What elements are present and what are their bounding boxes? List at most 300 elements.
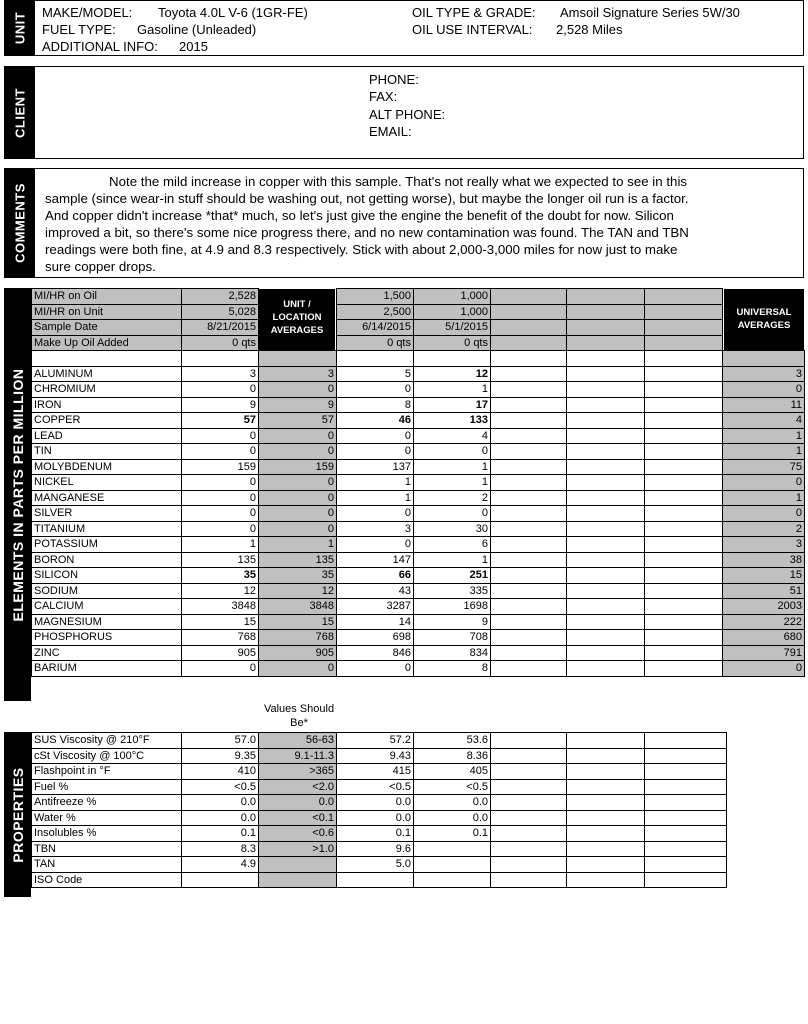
empty-sample-cell [567, 490, 645, 506]
previous-sample-value: 0.0 [337, 795, 414, 811]
previous-sample-value: 0 [337, 537, 414, 553]
element-name: IRON [32, 397, 182, 413]
older-sample-value: 9 [414, 614, 491, 630]
empty-sample-cell [491, 444, 567, 460]
universal-average-value: 3 [723, 366, 805, 382]
previous-sample-value: 0.1 [337, 826, 414, 842]
empty-sample-cell [645, 397, 723, 413]
current-sample-value: 410 [182, 764, 259, 780]
current-sample-value: 0 [182, 382, 259, 398]
empty-sample-cell [491, 872, 567, 888]
empty-sample-cell [645, 599, 723, 615]
previous-sample-value: 415 [337, 764, 414, 780]
empty-sample-cell [645, 335, 723, 351]
element-row [32, 537, 805, 553]
previous-sample-value: 6/14/2015 [337, 320, 414, 336]
universal-average-value: 2003 [723, 599, 805, 615]
current-sample-value: 8/21/2015 [182, 320, 259, 336]
current-sample-value: 2,528 [182, 289, 259, 305]
element-row [32, 397, 805, 413]
empty-sample-cell [645, 459, 723, 475]
empty-sample-cell [645, 444, 723, 460]
previous-sample-value: 1,500 [337, 289, 414, 305]
spacer-cell [259, 351, 337, 367]
current-sample-value: 1 [182, 537, 259, 553]
empty-sample-cell [645, 320, 723, 336]
empty-sample-cell [645, 733, 727, 749]
empty-sample-cell [491, 841, 567, 857]
empty-sample-cell [491, 335, 567, 351]
universal-average-value: 222 [723, 614, 805, 630]
element-row [32, 614, 805, 630]
element-row [32, 521, 805, 537]
property-name: Water % [32, 810, 182, 826]
previous-sample-value: 9.6 [337, 841, 414, 857]
unit-side-bar [5, 1, 35, 55]
empty-sample-cell [491, 413, 567, 429]
property-name: SUS Viscosity @ 210°F [32, 733, 182, 749]
client-section-label: CLIENT [12, 87, 28, 138]
empty-sample-cell [567, 428, 645, 444]
property-row [32, 795, 727, 811]
property-row [32, 764, 727, 780]
comments-text: Note the mild increase in copper with this sample. That's not really what we expected to see in this sample (since wear-in stuff should be washing out, not getting worse), but maybe the longer oil run is a factor. And copper didn't increase *that* much, so let's just give the engine the benefit of the doubt for now. Silicon improved a bit, so there's some nice progress there, and no new contamination was found. The TAN and TBN readings were both fine, at 4.9 and 8.3 respectively. Stick with about 2,000-3,000 miles for now just to make sure copper drops. [45, 174, 689, 274]
element-name: CALCIUM [32, 599, 182, 615]
empty-sample-cell [491, 645, 567, 661]
older-sample-value: 251 [414, 568, 491, 584]
current-sample-value: 35 [182, 568, 259, 584]
current-sample-value: 0.0 [182, 810, 259, 826]
current-sample-value: 0.1 [182, 826, 259, 842]
current-sample-value: 0.0 [182, 795, 259, 811]
current-sample-value: 0 [182, 475, 259, 491]
empty-sample-cell [645, 630, 723, 646]
element-row [32, 475, 805, 491]
empty-sample-cell [491, 397, 567, 413]
row-label: Sample Date [32, 320, 182, 336]
empty-sample-cell [645, 506, 723, 522]
empty-sample-cell [567, 568, 645, 584]
universal-averages-header: UNIVERSAL AVERAGES [736, 307, 792, 331]
older-sample-value: 834 [414, 645, 491, 661]
oil-type-value: Amsoil Signature Series 5W/30 [560, 5, 740, 20]
property-row [32, 841, 727, 857]
empty-sample-cell [567, 630, 645, 646]
empty-sample-cell [645, 304, 723, 320]
empty-sample-cell [491, 506, 567, 522]
empty-sample-cell [567, 537, 645, 553]
empty-sample-cell [491, 810, 567, 826]
empty-sample-cell [491, 630, 567, 646]
empty-sample-cell [567, 304, 645, 320]
universal-average-value: 15 [723, 568, 805, 584]
spacer-row [32, 351, 805, 367]
current-sample-value: 12 [182, 583, 259, 599]
empty-sample-cell [491, 428, 567, 444]
properties-table [31, 732, 727, 888]
unit-average-value: 0 [259, 475, 337, 491]
empty-sample-cell [491, 857, 567, 873]
element-row [32, 630, 805, 646]
property-name: TBN [32, 841, 182, 857]
universal-average-value: 3 [723, 537, 805, 553]
empty-sample-cell [491, 599, 567, 615]
empty-sample-cell [645, 428, 723, 444]
empty-sample-cell [491, 289, 567, 305]
empty-sample-cell [491, 459, 567, 475]
empty-sample-cell [567, 872, 645, 888]
empty-sample-cell [567, 506, 645, 522]
empty-sample-cell [567, 614, 645, 630]
empty-sample-cell [645, 413, 723, 429]
oil-type-label: OIL TYPE & GRADE: [412, 5, 536, 20]
previous-sample-value: 0 [337, 444, 414, 460]
universal-average-value: 0 [723, 475, 805, 491]
empty-sample-cell [645, 475, 723, 491]
older-sample-value: 133 [414, 413, 491, 429]
make-model-label: MAKE/MODEL: [42, 5, 133, 20]
element-name: ZINC [32, 645, 182, 661]
empty-sample-cell [567, 748, 645, 764]
current-sample-value: <0.5 [182, 779, 259, 795]
spacer-cell [567, 351, 645, 367]
property-row [32, 733, 727, 749]
element-row [32, 506, 805, 522]
empty-sample-cell [567, 795, 645, 811]
empty-sample-cell [491, 475, 567, 491]
empty-sample-cell [567, 459, 645, 475]
current-sample-value: 159 [182, 459, 259, 475]
empty-sample-cell [645, 568, 723, 584]
older-sample-value: 335 [414, 583, 491, 599]
should-be-value: 56-63 [259, 733, 337, 749]
element-name: SILICON [32, 568, 182, 584]
current-sample-value: 9 [182, 397, 259, 413]
older-sample-value: 1,000 [414, 289, 491, 305]
older-sample-value: 8 [414, 661, 491, 677]
unit-average-value: 0 [259, 428, 337, 444]
empty-sample-cell [491, 552, 567, 568]
previous-sample-value: 3 [337, 521, 414, 537]
should-be-value: >365 [259, 764, 337, 780]
empty-sample-cell [645, 748, 727, 764]
current-sample-value: 57.0 [182, 733, 259, 749]
empty-sample-cell [491, 521, 567, 537]
empty-sample-cell [567, 413, 645, 429]
empty-sample-cell [567, 661, 645, 677]
property-row [32, 779, 727, 795]
universal-average-value: 1 [723, 490, 805, 506]
empty-sample-cell [491, 614, 567, 630]
empty-sample-cell [491, 779, 567, 795]
unit-average-value: 135 [259, 552, 337, 568]
unit-average-value: 0 [259, 444, 337, 460]
spacer-cell [491, 351, 567, 367]
empty-sample-cell [491, 366, 567, 382]
previous-sample-value: 1 [337, 490, 414, 506]
previous-sample-value: <0.5 [337, 779, 414, 795]
older-sample-value [414, 872, 491, 888]
element-row [32, 459, 805, 475]
current-sample-value: 4.9 [182, 857, 259, 873]
fax-label: FAX: [369, 89, 398, 104]
should-be-value: >1.0 [259, 841, 337, 857]
current-sample-value: 57 [182, 413, 259, 429]
previous-sample-value: 3287 [337, 599, 414, 615]
empty-sample-cell [645, 779, 727, 795]
element-row [32, 599, 805, 615]
older-sample-value: 0 [414, 506, 491, 522]
empty-sample-cell [645, 552, 723, 568]
element-row [32, 490, 805, 506]
empty-sample-cell [491, 537, 567, 553]
previous-sample-value: 2,500 [337, 304, 414, 320]
older-sample-value: 6 [414, 537, 491, 553]
older-sample-value: 12 [414, 366, 491, 382]
empty-sample-cell [645, 289, 723, 305]
previous-sample-value: 9.43 [337, 748, 414, 764]
current-sample-value: 0 [182, 428, 259, 444]
sample-info-row [32, 289, 805, 305]
sample-info-row [32, 320, 805, 336]
should-be-value: <2.0 [259, 779, 337, 795]
unit-average-value: 768 [259, 630, 337, 646]
client-section [4, 66, 804, 159]
should-be-value: 0.0 [259, 795, 337, 811]
empty-sample-cell [491, 733, 567, 749]
universal-average-value: 38 [723, 552, 805, 568]
property-name: cSt Viscosity @ 100°C [32, 748, 182, 764]
element-name: ALUMINUM [32, 366, 182, 382]
previous-sample-value: 137 [337, 459, 414, 475]
previous-sample-value: 5.0 [337, 857, 414, 873]
unit-averages-header: UNIT / LOCATION AVERAGES [270, 299, 324, 336]
universal-average-value: 4 [723, 413, 805, 429]
empty-sample-cell [491, 304, 567, 320]
older-sample-value: 405 [414, 764, 491, 780]
older-sample-value [414, 857, 491, 873]
older-sample-value: 4 [414, 428, 491, 444]
current-sample-value: 135 [182, 552, 259, 568]
element-row [32, 366, 805, 382]
element-name: NICKEL [32, 475, 182, 491]
element-name: LEAD [32, 428, 182, 444]
empty-sample-cell [645, 841, 727, 857]
spacer-cell [182, 351, 259, 367]
sample-info-row [32, 304, 805, 320]
empty-sample-cell [645, 661, 723, 677]
should-be-value: <0.6 [259, 826, 337, 842]
comments-side-bar [5, 169, 35, 277]
unit-average-value: 1 [259, 537, 337, 553]
empty-sample-cell [491, 382, 567, 398]
phone-label: PHONE: [369, 72, 419, 87]
unit-section [4, 0, 804, 56]
property-name: ISO Code [32, 872, 182, 888]
current-sample-value [182, 872, 259, 888]
element-row [32, 428, 805, 444]
older-sample-value: 1 [414, 382, 491, 398]
element-name: MANGANESE [32, 490, 182, 506]
previous-sample-value [337, 872, 414, 888]
unit-average-value: 3848 [259, 599, 337, 615]
row-label: MI/HR on Oil [32, 289, 182, 305]
older-sample-value: 1 [414, 459, 491, 475]
empty-sample-cell [567, 645, 645, 661]
current-sample-value: 3 [182, 366, 259, 382]
client-side-bar [5, 67, 35, 158]
spacer-cell [337, 351, 414, 367]
older-sample-value: 8.36 [414, 748, 491, 764]
should-be-value: 9.1-11.3 [259, 748, 337, 764]
previous-sample-value: 0 [337, 428, 414, 444]
empty-sample-cell [645, 795, 727, 811]
element-row [32, 568, 805, 584]
empty-sample-cell [567, 444, 645, 460]
unit-average-value: 0 [259, 506, 337, 522]
oil-interval-value: 2,528 Miles [556, 22, 623, 37]
empty-sample-cell [491, 583, 567, 599]
fuel-type-value: Gasoline (Unleaded) [137, 22, 257, 37]
older-sample-value: 2 [414, 490, 491, 506]
empty-sample-cell [567, 857, 645, 873]
older-sample-value: 0 qts [414, 335, 491, 351]
previous-sample-value: 698 [337, 630, 414, 646]
empty-sample-cell [645, 366, 723, 382]
universal-average-value: 680 [723, 630, 805, 646]
universal-average-value: 0 [723, 506, 805, 522]
older-sample-value: 1698 [414, 599, 491, 615]
make-model-value: Toyota 4.0L V-6 (1GR-FE) [158, 5, 308, 20]
spacer-cell [32, 351, 182, 367]
unit-average-value: 15 [259, 614, 337, 630]
email-label: EMAIL: [369, 124, 412, 139]
empty-sample-cell [645, 537, 723, 553]
element-name: TITANIUM [32, 521, 182, 537]
empty-sample-cell [567, 397, 645, 413]
empty-sample-cell [567, 289, 645, 305]
empty-sample-cell [567, 320, 645, 336]
universal-average-value: 2 [723, 521, 805, 537]
empty-sample-cell [567, 335, 645, 351]
property-name: Insolubles % [32, 826, 182, 842]
empty-sample-cell [645, 857, 727, 873]
empty-sample-cell [567, 521, 645, 537]
universal-average-value: 1 [723, 428, 805, 444]
unit-average-value: 0 [259, 521, 337, 537]
older-sample-value: 1,000 [414, 304, 491, 320]
empty-sample-cell [567, 733, 645, 749]
additional-info-label: ADDITIONAL INFO: [42, 39, 158, 54]
universal-average-value: 0 [723, 382, 805, 398]
property-row [32, 872, 727, 888]
element-name: BARIUM [32, 661, 182, 677]
property-name: Flashpoint in °F [32, 764, 182, 780]
empty-sample-cell [645, 614, 723, 630]
element-name: MOLYBDENUM [32, 459, 182, 475]
empty-sample-cell [645, 826, 727, 842]
should-be-value [259, 872, 337, 888]
empty-sample-cell [491, 568, 567, 584]
current-sample-value: 0 [182, 490, 259, 506]
unit-average-value: 57 [259, 413, 337, 429]
element-row [32, 413, 805, 429]
older-sample-value [414, 841, 491, 857]
unit-average-value: 3 [259, 366, 337, 382]
property-name: Fuel % [32, 779, 182, 795]
older-sample-value: 708 [414, 630, 491, 646]
element-row [32, 444, 805, 460]
values-should-be-label: Values Should Be* [263, 703, 335, 729]
comments-section [4, 168, 804, 278]
element-name: POTASSIUM [32, 537, 182, 553]
older-sample-value: 0.0 [414, 810, 491, 826]
element-row [32, 661, 805, 677]
empty-sample-cell [567, 552, 645, 568]
previous-sample-value: 0 [337, 661, 414, 677]
row-label: MI/HR on Unit [32, 304, 182, 320]
fuel-type-label: FUEL TYPE: [42, 22, 116, 37]
element-name: PHOSPHORUS [32, 630, 182, 646]
should-be-value: <0.1 [259, 810, 337, 826]
property-name: TAN [32, 857, 182, 873]
element-name: COPPER [32, 413, 182, 429]
property-row [32, 810, 727, 826]
current-sample-value: 0 [182, 661, 259, 677]
element-row [32, 552, 805, 568]
empty-sample-cell [491, 661, 567, 677]
alt-phone-label: ALT PHONE: [369, 107, 446, 122]
current-sample-value: 905 [182, 645, 259, 661]
universal-average-value: 11 [723, 397, 805, 413]
unit-average-value: 35 [259, 568, 337, 584]
empty-sample-cell [645, 490, 723, 506]
spacer-cell [645, 351, 723, 367]
empty-sample-cell [567, 366, 645, 382]
property-name: Antifreeze % [32, 795, 182, 811]
element-row [32, 645, 805, 661]
comments-section-label: COMMENTS [12, 183, 28, 263]
older-sample-value: 0.1 [414, 826, 491, 842]
unit-average-value: 9 [259, 397, 337, 413]
older-sample-value: 0.0 [414, 795, 491, 811]
empty-sample-cell [645, 872, 727, 888]
unit-average-value: 12 [259, 583, 337, 599]
elements-section-label: ELEMENTS IN PARTS PER MILLION [9, 367, 26, 622]
empty-sample-cell [645, 382, 723, 398]
unit-average-value: 159 [259, 459, 337, 475]
unit-average-value: 0 [259, 490, 337, 506]
element-name: MAGNESIUM [32, 614, 182, 630]
current-sample-value: 9.35 [182, 748, 259, 764]
current-sample-value: 8.3 [182, 841, 259, 857]
universal-average-value: 1 [723, 444, 805, 460]
property-row [32, 857, 727, 873]
current-sample-value: 3848 [182, 599, 259, 615]
older-sample-value: 1 [414, 475, 491, 491]
sample-info-row [32, 335, 805, 351]
empty-sample-cell [645, 521, 723, 537]
empty-sample-cell [645, 810, 727, 826]
properties-section-label: PROPERTIES [9, 766, 26, 863]
empty-sample-cell [567, 810, 645, 826]
empty-sample-cell [491, 748, 567, 764]
previous-sample-value: 66 [337, 568, 414, 584]
current-sample-value: 0 [182, 506, 259, 522]
spacer-cell [723, 351, 805, 367]
older-sample-value: <0.5 [414, 779, 491, 795]
spacer-cell [414, 351, 491, 367]
